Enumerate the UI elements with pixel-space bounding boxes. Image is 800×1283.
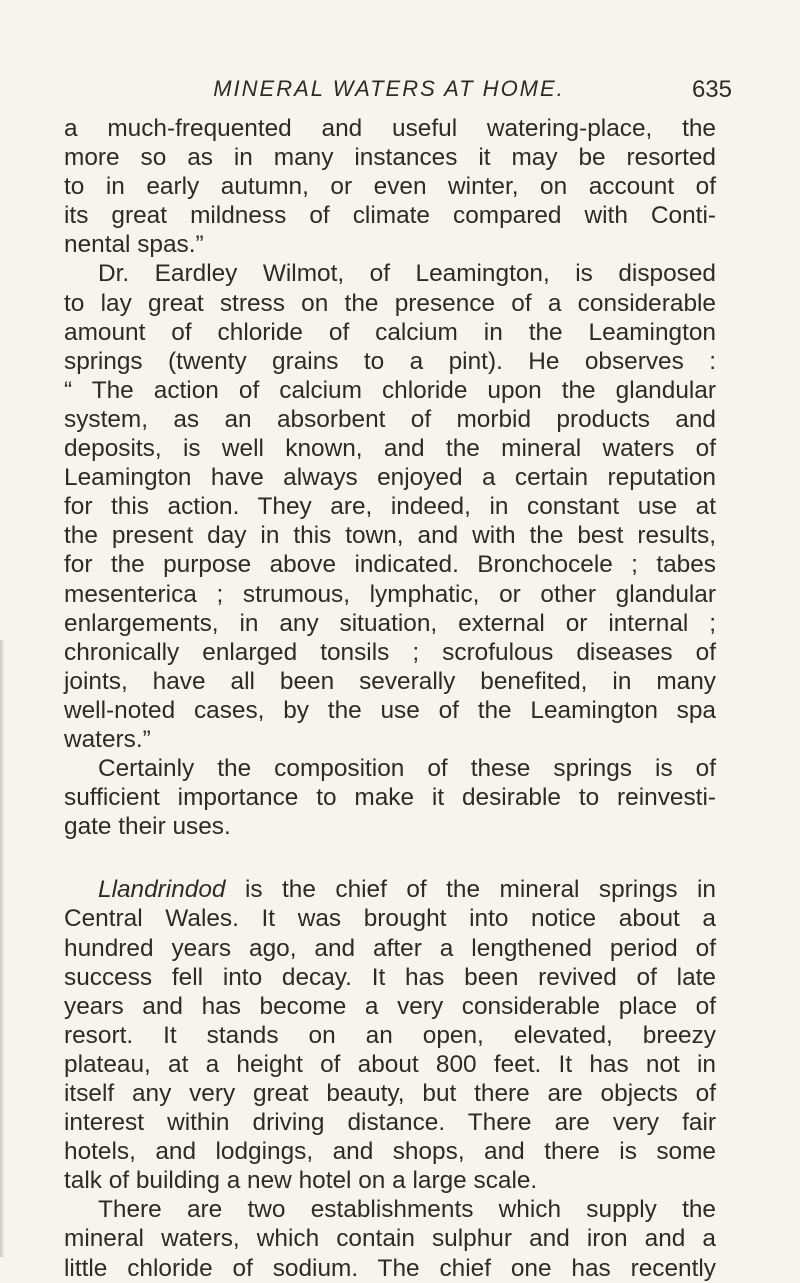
text-line: chronically enlarged tonsils ; scrofulous diseases of — [64, 638, 716, 666]
text-line: joints, have all been severally benefited, in many — [64, 667, 716, 695]
text-line: years and has become a very considerable place of — [64, 992, 716, 1020]
page-header — [64, 76, 732, 116]
text-line: Central Wales. It was brought into notice about a — [64, 905, 716, 933]
text-line: mesenterica ; strumous, lymphatic, or other glandular — [64, 580, 716, 608]
text-line: enlargements, in any situation, external or internal ; — [64, 609, 716, 637]
text-line: more so as in many instances it may be resorted — [64, 144, 716, 172]
text-line: to lay great stress on the presence of a considerable — [64, 289, 716, 317]
text-line: “ The action of calcium chloride upon the glandular — [64, 376, 716, 404]
text-line: amount of chloride of calcium in the Leamington — [64, 318, 716, 346]
text-line: to in early autumn, or even winter, on account of — [64, 173, 716, 201]
text-line: springs (twenty grains to a pint). He observes : — [64, 347, 716, 375]
text-line: its great mildness of climate compared with Conti- — [64, 202, 716, 230]
text-line: hotels, and lodgings, and shops, and there is some — [64, 1138, 716, 1166]
page-gutter-edge — [0, 640, 4, 1257]
section-gap — [64, 841, 716, 875]
text-line: waters.” — [64, 725, 151, 753]
text-line: sufficient importance to make it desirable to reinvesti- — [64, 784, 716, 812]
text-line: Certainly the composition of these springs is of — [98, 755, 716, 783]
text-line: system, as an absorbent of morbid products and — [64, 405, 716, 433]
text-line: for the purpose above indicated. Bronchocele ; tabes — [64, 551, 716, 579]
body-text — [64, 114, 716, 1283]
running-title: MINERAL WATERS AT HOME. — [213, 76, 565, 101]
text-line: plateau, at a height of about 800 feet. It has not in — [64, 1050, 716, 1078]
text-line: little chloride of sodium. The chief one has recently — [64, 1254, 716, 1282]
text-line: mineral waters, which contain sulphur and iron and a — [64, 1225, 716, 1253]
text-line: success fell into decay. It has been revived of late — [64, 963, 716, 991]
page-number: 635 — [691, 76, 732, 103]
text-line: a much-frequented and useful watering-place, the — [64, 115, 716, 142]
text-line: resort. It stands on an open, elevated, breezy — [64, 1021, 716, 1049]
text-line: deposits, is well known, and the mineral waters of — [64, 435, 716, 463]
text-line: talk of building a new hotel on a large scale. — [64, 1167, 538, 1195]
text-line: gate their uses. — [64, 813, 231, 841]
text-run: is the chief of the mineral springs in — [225, 876, 716, 904]
text-line: nental spas.” — [64, 231, 204, 259]
text-line: hundred years ago, and after a lengthened period of — [64, 934, 716, 962]
text-line: interest within driving distance. There are very fair — [64, 1109, 716, 1137]
text-line: for this action. They are, indeed, in constant use at — [64, 493, 716, 521]
text-line — [64, 875, 716, 904]
text-line: itself any very great beauty, but there are objects of — [64, 1080, 716, 1107]
place-name-italic: Llandrindod — [98, 876, 226, 904]
text-line: well-noted cases, by the use of the Leamington spa — [64, 696, 716, 724]
text-line: Dr. Eardley Wilmot, of Leamington, is disposed — [98, 260, 716, 288]
text-line: Leamington have always enjoyed a certain reputation — [64, 464, 716, 492]
text-line: There are two establishments which supply the — [98, 1196, 716, 1224]
text-line: the present day in this town, and with the best results, — [64, 522, 716, 550]
